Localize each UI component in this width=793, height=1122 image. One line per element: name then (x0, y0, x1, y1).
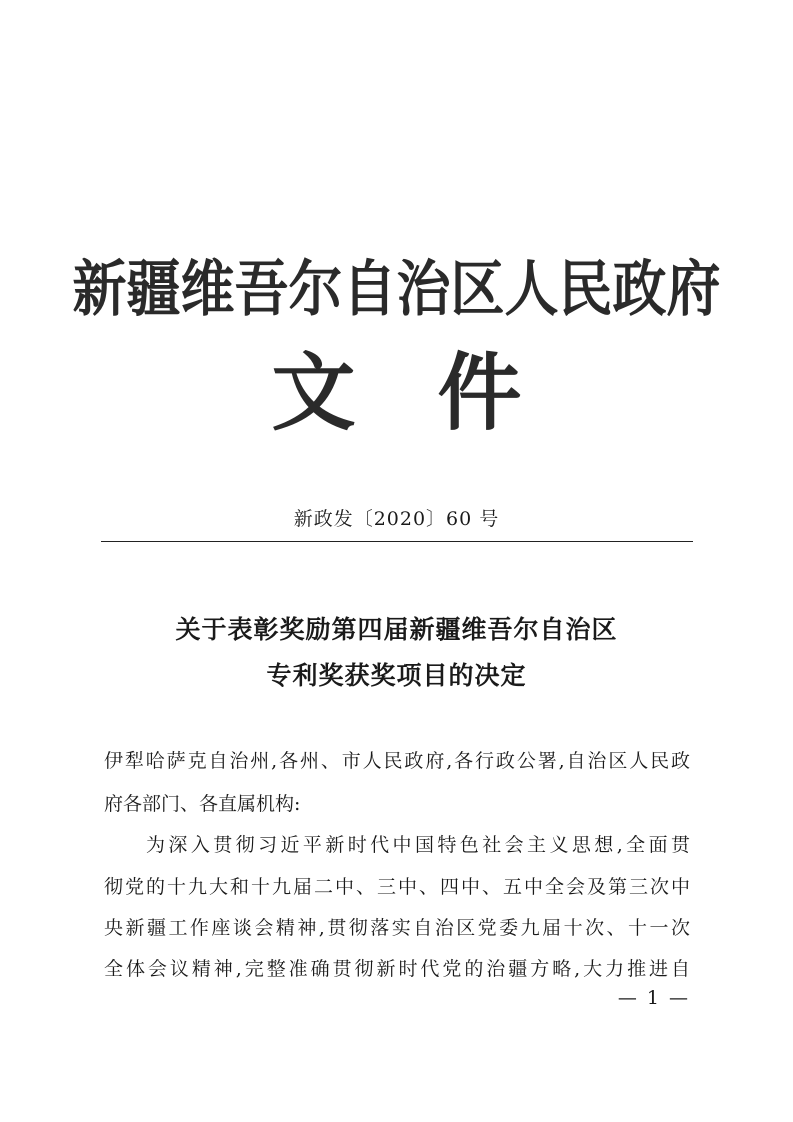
paragraph-line-2: 彻党的十九大和十九届二中、三中、四中、五中全会及第三次中 (104, 876, 690, 898)
header-divider (101, 541, 693, 542)
document-type-heading: 文件 (271, 343, 604, 442)
paragraph-line-4: 全体会议精神,完整准确贯彻新时代党的治疆方略,大力推进自 (104, 958, 690, 980)
addressee-line-1: 伊犁哈萨克自治州,各州、市人民政府,各行政公署,自治区人民政 (104, 750, 690, 772)
paragraph-line-1: 为深入贯彻习近平新时代中国特色社会主义思想,全面贯 (146, 834, 690, 856)
addressee-line-2: 府各部门、各直属机构: (104, 793, 301, 815)
issuer-header: 新疆维吾尔自治区人民政府 (72, 252, 721, 324)
document-number: 新政发〔2020〕60 号 (293, 508, 500, 530)
page-number: — 1 — (617, 987, 690, 1009)
paragraph-line-3: 央新疆工作座谈会精神,贯彻落实自治区党委九届十次、十一次 (104, 917, 690, 939)
document-title-line-1: 关于表彰奖励第四届新疆维吾尔自治区 (175, 615, 618, 644)
document-title-line-2: 专利奖获奖项目的决定 (266, 661, 527, 690)
